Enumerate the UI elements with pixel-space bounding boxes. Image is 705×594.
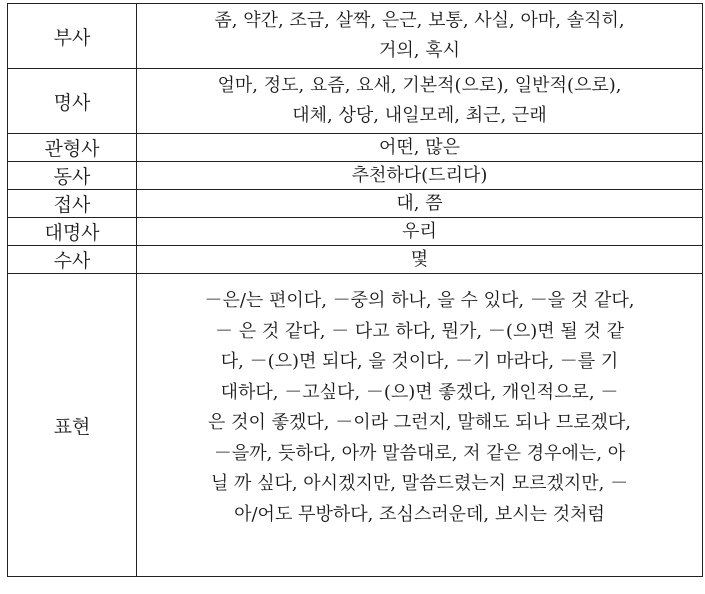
content-line: 우리 <box>402 221 437 242</box>
content-line: 닐 까 싶다, 아시겠지만, 말씀드렸는지 모르겠지만, － <box>210 473 629 494</box>
content-line: 은 것이 좋겠다, －이라 그런지, 말해도 되나 므로겠다, <box>208 412 631 433</box>
content-line: 얼마, 정도, 요즘, 요새, 기본적(으로), 일반적(으로), <box>217 75 622 96</box>
category-label-numeral: 수사 <box>8 246 137 274</box>
content-line: 다, －(으)면 되다, 을 것이다, －기 마라다, －를 기 <box>220 351 619 372</box>
category-words-noun <box>137 69 703 134</box>
table-row <box>8 246 703 274</box>
table-row <box>8 218 703 246</box>
content-line: 추천하다(드리다) <box>351 165 488 186</box>
content-line: 대하다, －고싶다, －(으)면 좋겠다, 개인적으로, － <box>220 381 619 403</box>
table-row <box>8 190 703 218</box>
table-row <box>8 4 703 69</box>
content-line: 거의, 혹시 <box>379 40 460 61</box>
category-words-verb <box>137 162 703 190</box>
content-line: 대체, 상당, 내일모레, 최근, 근래 <box>292 105 547 126</box>
table-row <box>8 69 703 134</box>
category-words-determiner <box>137 134 703 162</box>
category-words-adverb <box>137 4 703 69</box>
category-label-adverb: 부사 <box>8 4 137 69</box>
category-label-determiner: 관형사 <box>8 134 137 162</box>
table-row <box>8 162 703 190</box>
content-line: －은/는 편이다, －중의 하나, 을 수 있다, －을 것 같다, <box>204 290 635 311</box>
category-label-noun: 명사 <box>8 69 137 134</box>
table-row <box>8 134 703 162</box>
category-label-affix: 접사 <box>8 190 137 218</box>
content-line: － 은 것 같다, － 다고 하다, 뭔가, －(으)면 될 것 같 <box>215 320 624 342</box>
category-label-expression: 표현 <box>8 274 137 577</box>
content-line: 좀, 약간, 조금, 살짝, 은근, 보통, 사실, 아마, 솔직히, <box>214 10 625 31</box>
category-words-expression <box>137 274 703 577</box>
category-label-verb: 동사 <box>8 162 137 190</box>
category-words-pronoun <box>137 218 703 246</box>
content-line: －을까, 듯하다, 아까 말씀대로, 저 같은 경우에는, 아 <box>213 442 626 464</box>
category-words-affix <box>137 190 703 218</box>
category-label-pronoun: 대명사 <box>8 218 137 246</box>
table-row <box>8 274 703 577</box>
category-words-numeral <box>137 246 703 274</box>
content-line: 아/어도 무방하다, 조심스러운데, 보시는 것처럼 <box>234 503 605 525</box>
word-category-table <box>7 3 703 577</box>
content-line: 어떤, 많은 <box>379 137 460 158</box>
content-line: 대, 쯤 <box>396 193 443 214</box>
content-line: 몇 <box>410 249 429 270</box>
